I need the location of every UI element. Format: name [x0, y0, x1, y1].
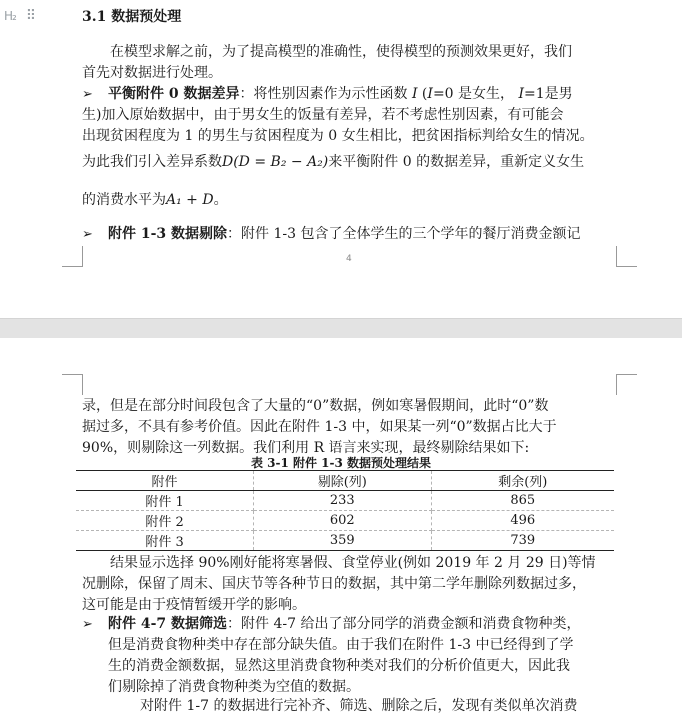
paragraph-line: 首先对数据进行处理。 [82, 65, 222, 81]
table-row [76, 531, 614, 551]
paragraph-line [82, 190, 616, 211]
table-cell: 496 [431, 511, 614, 531]
text-run: 来平衡附件 0 的数据差异，重新定义女生 [328, 154, 585, 170]
table-cell: 602 [254, 511, 432, 531]
paragraph-line: 对附件 1-7 的数据进行完补齐、筛选、删除之后，发现有类似单次消费 [140, 698, 578, 714]
page-corner-mark [616, 246, 637, 267]
table-cell: 附件 2 [76, 511, 254, 531]
bullet-text: ：附件 4-7 给出了部分同学的消费金额和消费食物种类， [227, 616, 581, 632]
bullet-title: 附件 4-7 数据筛选 [108, 616, 228, 632]
page-number: 4 [346, 254, 352, 264]
table-cell: 739 [431, 531, 614, 551]
math-symbol: I [518, 86, 525, 102]
bullet-title: 附件 1-3 数据剔除 [108, 226, 228, 242]
table-cell: 附件 1 [76, 491, 254, 511]
drag-handle-icon[interactable]: ⠿ [25, 8, 38, 24]
bullet-item [82, 224, 616, 245]
paragraph-line [82, 152, 616, 173]
paragraph-line: 但是消费食物种类中存在部分缺失值。由于我们在附件 1-3 中已经得到了学 [108, 637, 574, 653]
heading-level-icon[interactable]: H₂ [4, 9, 16, 23]
table-cell: 附件 3 [76, 531, 254, 551]
table-header: 剩余(列) [431, 471, 614, 491]
section-heading: 3.1 数据预处理 [82, 9, 182, 25]
paragraph-line: 出现贫困程度为 1 的男生与贫困程度为 0 女生相比，把贫困指标判给女生的情况。 [82, 128, 594, 144]
document-page-1 [0, 0, 682, 296]
table-caption: 表 3-1 附件 1-3 数据预处理结果 [250, 456, 432, 470]
text-run: 为此我们引入差异系数 [82, 154, 222, 170]
paragraph-line: 90%，则剔除这一列数据。我们利用 R 语言来实现，最终剔除结果如下: [82, 440, 530, 456]
paragraph-line: 们剔除掉了消费食物种类为空值的数据。 [108, 679, 360, 695]
math-symbol: I [427, 86, 433, 102]
paragraph-line: 结果显示选择 90%刚好能将寒暑假、食堂停业(例如 2019 年 2 月 29 日)等情 [110, 555, 596, 571]
table-row [76, 491, 614, 511]
text-run: 。 [213, 192, 228, 208]
page-separator [0, 318, 682, 339]
paragraph-line: 录，但是在部分时间段包含了大量的“0”数据，例如寒暑假期间，此时“0”数 [82, 398, 549, 414]
bullet-arrow-icon: ➢ [82, 87, 93, 102]
paragraph-line: 这可能是由于疫情暂缓开学的影响。 [82, 597, 306, 613]
math-formula: D(D = B₂ − A₂) [222, 154, 329, 170]
bullet-arrow-icon: ➢ [82, 227, 93, 242]
table-cell: 359 [254, 531, 432, 551]
bullet-arrow-icon: ➢ [82, 617, 93, 632]
block-gutter[interactable] [4, 8, 37, 24]
math-formula: A₁ + D [166, 192, 214, 208]
bullet-text: ：附件 1-3 包含了全体学生的三个学年的餐厅消费金额记 [227, 226, 581, 242]
table-header: 附件 [76, 471, 254, 491]
table-row [76, 511, 614, 531]
paragraph-line: 况删除，保留了周末、国庆节等各种节日的数据，其中第二学年删除列数据过多， [82, 576, 586, 592]
text-run: 的消费水平为 [82, 192, 166, 208]
table-header: 剔除(列) [254, 471, 432, 491]
bullet-text: =0 是女生， [432, 86, 515, 102]
table-cell: 233 [254, 491, 432, 511]
paragraph-line: 在模型求解之前，为了提高模型的准确性，使得模型的预测效果更好，我们 [110, 44, 572, 60]
paragraph-line: 生的消费金额数据，显然这里消费食物种类对我们的分析价值更大，因此我 [108, 658, 570, 674]
results-table [76, 470, 614, 551]
bullet-item [82, 614, 616, 635]
page-corner-mark [62, 246, 83, 267]
bullet-item: ➢ 平衡附件 0 数据差异：将性别因素作为示性函数 I (I=0 是女生， I=1是男 [82, 84, 616, 105]
paragraph-line: 据过多，不具有参考价值。因此在附件 1-3 中，如果某一列“0”数据占比大于 [82, 419, 557, 435]
math-symbol: I [411, 86, 418, 102]
table-cell: 865 [431, 491, 614, 511]
bullet-text: ：将性别因素作为示性函数 [239, 86, 408, 102]
paragraph-line: 生)加入原始数据中，由于男女生的饭量有差异，若不考虑性别因素，有可能会 [82, 107, 564, 123]
page-corner-mark [62, 374, 83, 395]
page-corner-mark [616, 374, 637, 395]
bullet-text: =1是男 [524, 86, 573, 102]
bullet-title: 平衡附件 0 数据差异 [108, 86, 240, 102]
